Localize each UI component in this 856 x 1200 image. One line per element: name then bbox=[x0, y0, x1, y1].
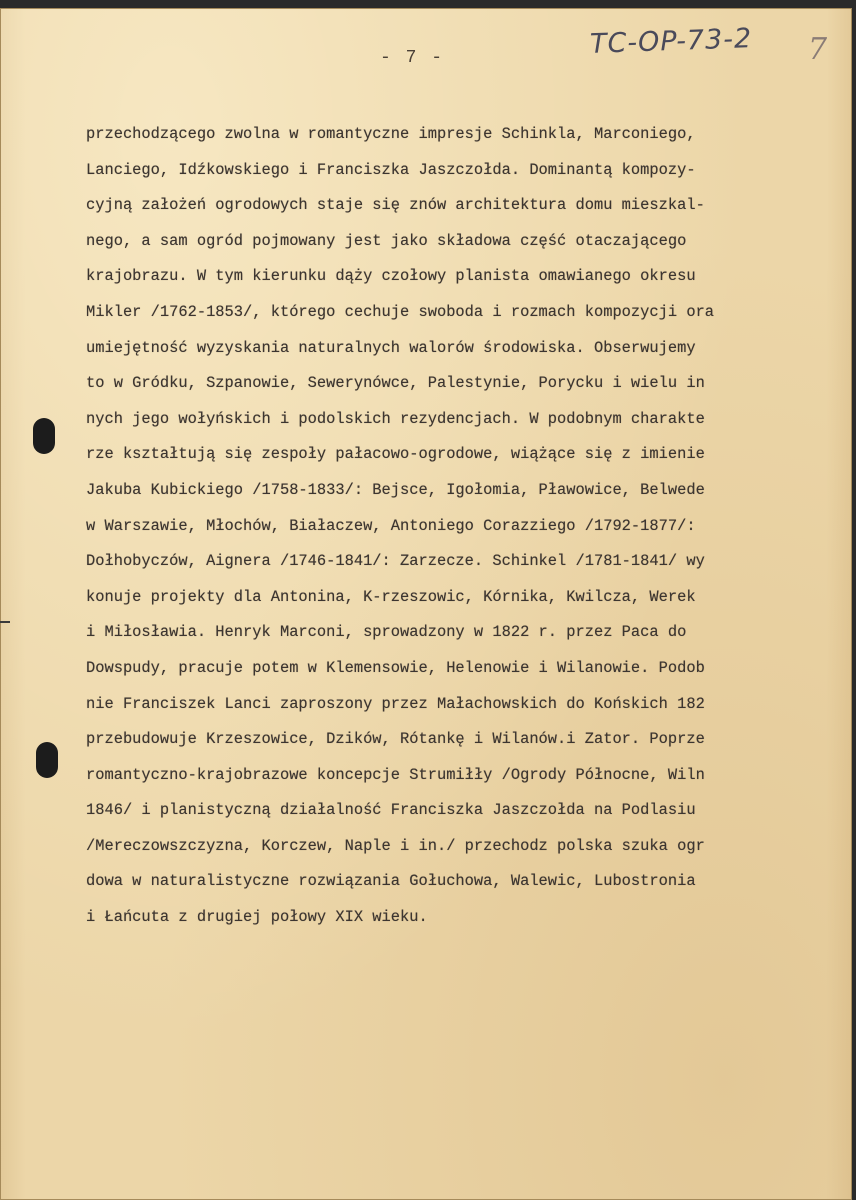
text-line: /Mereczowszczyzna, Korczew, Naple i in./ przechodz polska szuka ogr bbox=[86, 836, 705, 855]
text-line: rze kształtują się zespoły pałacowo-ogrodowe, wiążące się z imienie bbox=[86, 445, 705, 464]
text-line: i Miłosławia. Henryk Marconi, sprowadzony w 1822 r. przez Paca do bbox=[86, 623, 687, 642]
text-line: przebudowuje Krzeszowice, Dzików, Rótankę i Wilanów.i Zator. Poprze bbox=[86, 730, 705, 749]
text-line: Dowspudy, pracuje potem w Klemensowie, Helenowie i Wilanowie. Podob bbox=[86, 658, 705, 677]
text-line: nie Franciszek Lanci zaproszony przez Małachowskich do Końskich 182 bbox=[86, 694, 705, 713]
text-line: dowa w naturalistyczne rozwiązania Gołuchowa, Walewic, Lubostronia bbox=[86, 872, 696, 891]
text-line: Jakuba Kubickiego /1758-1833/: Bejsce, Igołomia, Pławowice, Belwede bbox=[86, 480, 705, 499]
margin-tick-mark bbox=[0, 621, 10, 623]
text-line: cyjną założeń ogrodowych staje się znów architektura domu mieszkal- bbox=[86, 196, 705, 215]
archive-signature: TC-OP-73-2 bbox=[589, 23, 753, 60]
text-line: Lanciego, Idźkowskiego i Franciszka Jaszczołda. Dominantą kompozy- bbox=[86, 160, 696, 179]
punch-hole-bottom bbox=[36, 742, 58, 778]
text-line: to w Gródku, Szpanowie, Sewerynówce, Palestynie, Porycku i wielu in bbox=[86, 374, 705, 393]
text-line: krajobrazu. W tym kierunku dąży czołowy planista omawianego okresu bbox=[86, 267, 696, 286]
text-line: i Łańcuta z drugiej połowy XIX wieku. bbox=[86, 908, 428, 927]
text-line: nych jego wołyńskich i podolskich rezydencjach. W podobnym charakte bbox=[86, 409, 705, 428]
punch-hole-top bbox=[33, 418, 55, 454]
page-number: - 7 - bbox=[380, 48, 445, 68]
text-line: w Warszawie, Młochów, Białaczew, Antoniego Corazziego /1792-1877/: bbox=[86, 516, 696, 535]
typed-paragraph bbox=[86, 117, 856, 936]
text-line: przechodzącego zwolna w romantyczne impresje Schinkla, Marconiego, bbox=[86, 125, 696, 143]
folio-number: 7 bbox=[808, 32, 828, 67]
text-line: Dołhobyczów, Aignera /1746-1841/: Zarzecze. Schinkel /1781-1841/ wy bbox=[86, 552, 705, 571]
text-line: umiejętność wyzyskania naturalnych walorów środowiska. Obserwujemy bbox=[86, 338, 696, 357]
text-line: nego, a sam ogród pojmowany jest jako składowa część otaczającego bbox=[86, 231, 687, 250]
text-line: Mikler /1762-1853/, którego cechuje swoboda i rozmach kompozycji ora bbox=[86, 302, 715, 321]
text-line: 1846/ i planistyczną działalność Franciszka Jaszczołda na Podlasiu bbox=[86, 801, 696, 820]
text-line: konuje projekty dla Antonina, K-rzeszowic, Kórnika, Kwilcza, Werek bbox=[86, 587, 696, 606]
document-page bbox=[0, 8, 852, 1200]
text-line: romantyczno-krajobrazowe koncepcje Strumiłły /Ogrody Północne, Wiln bbox=[86, 765, 705, 784]
